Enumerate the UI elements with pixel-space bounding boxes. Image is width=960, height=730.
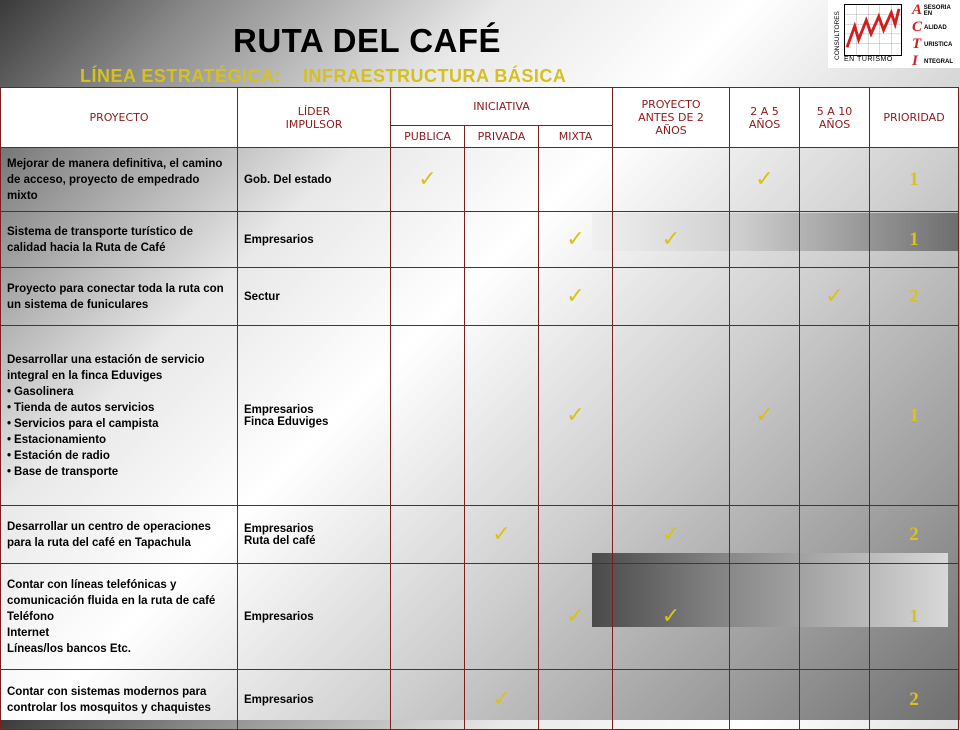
projects-table bbox=[0, 87, 959, 730]
empty-cell bbox=[730, 268, 800, 326]
empty-cell bbox=[613, 670, 730, 730]
header-proyecto: PROYECTO bbox=[1, 88, 238, 148]
cell-proyecto: Desarrollar un centro de operaciones para la ruta del café en Tapachula bbox=[1, 506, 238, 564]
logo-row bbox=[912, 53, 960, 70]
logo-graph bbox=[844, 4, 902, 56]
cell-prioridad: 2 bbox=[870, 506, 959, 564]
empty-cell bbox=[465, 148, 539, 212]
header-privada: PRIVADA bbox=[465, 126, 539, 148]
check-icon: ✓ bbox=[539, 268, 613, 326]
project-text: Desarrollar una estación de servicio integral en la finca Eduviges bbox=[7, 353, 205, 382]
logo-big-letter: I bbox=[912, 53, 918, 69]
cell-lider: Gob. Del estado bbox=[238, 148, 391, 212]
cell-lider bbox=[238, 506, 391, 564]
table-row bbox=[1, 212, 959, 268]
cell-prioridad: 2 bbox=[870, 670, 959, 730]
project-extra-line: Internet bbox=[7, 626, 50, 639]
cell-prioridad: 1 bbox=[870, 326, 959, 506]
lider-line: Ruta del café bbox=[244, 534, 316, 547]
empty-cell bbox=[391, 268, 465, 326]
empty-cell bbox=[391, 564, 465, 670]
subtitle-value: INFRAESTRUCTURA BÁSICA bbox=[303, 66, 567, 86]
empty-cell bbox=[730, 670, 800, 730]
logo-row bbox=[912, 2, 960, 19]
check-icon: ✓ bbox=[730, 148, 800, 212]
header-prioridad: PRIORIDAD bbox=[870, 88, 959, 148]
cell-prioridad: 1 bbox=[870, 148, 959, 212]
logo-small-text: URISTICA bbox=[924, 41, 953, 48]
list-item: • Base de transporte bbox=[7, 464, 231, 480]
lider-line: Empresarios bbox=[244, 522, 314, 535]
empty-cell bbox=[800, 506, 870, 564]
empty-cell bbox=[465, 212, 539, 268]
logo-small-text: NTEGRAL bbox=[924, 58, 953, 65]
logo-bottom-text: EN TURISMO bbox=[844, 56, 893, 63]
logo-big-letter: A bbox=[912, 2, 923, 18]
empty-cell bbox=[391, 670, 465, 730]
cell-lider: Empresarios bbox=[238, 564, 391, 670]
logo-vertical-text bbox=[830, 6, 842, 62]
empty-cell bbox=[539, 670, 613, 730]
header-lider: LÍDER IMPULSOR bbox=[238, 88, 391, 148]
lider-line: Empresarios bbox=[244, 403, 314, 416]
list-item: • Servicios para el campista bbox=[7, 416, 231, 432]
table-row bbox=[1, 564, 959, 670]
empty-cell bbox=[730, 506, 800, 564]
empty-cell bbox=[800, 326, 870, 506]
page-title: RUTA DEL CAFÉ bbox=[233, 22, 502, 59]
project-extra-line: Teléfono bbox=[7, 610, 55, 623]
header-5-a-10-anos: 5 A 10 AÑOS bbox=[800, 88, 870, 148]
logo-row bbox=[912, 19, 960, 36]
cell-proyecto: Sistema de transporte turístico de calidad hacia la Ruta de Café bbox=[1, 212, 238, 268]
list-item: • Estación de radio bbox=[7, 448, 231, 464]
empty-cell bbox=[800, 564, 870, 670]
header-mixta: MIXTA bbox=[539, 126, 613, 148]
check-icon: ✓ bbox=[730, 326, 800, 506]
empty-cell bbox=[465, 326, 539, 506]
logo-row bbox=[912, 36, 960, 53]
project-extra-line: Líneas/los bancos Etc. bbox=[7, 642, 131, 655]
check-icon: ✓ bbox=[539, 564, 613, 670]
cell-proyecto: Contar con sistemas modernos para controlar los mosquitos y chaquistes bbox=[1, 670, 238, 730]
list-item: • Estacionamiento bbox=[7, 432, 231, 448]
check-icon: ✓ bbox=[613, 212, 730, 268]
cell-lider: Sectur bbox=[238, 268, 391, 326]
header-2-a-5-anos: 2 A 5 AÑOS bbox=[730, 88, 800, 148]
empty-cell bbox=[391, 506, 465, 564]
check-icon: ✓ bbox=[465, 670, 539, 730]
empty-cell bbox=[800, 148, 870, 212]
cell-proyecto: Mejorar de manera definitiva, el camino de acceso, proyecto de empedrado mixto bbox=[1, 148, 238, 212]
cell-prioridad: 1 bbox=[870, 212, 959, 268]
strategic-line-subtitle bbox=[80, 66, 566, 87]
cell-proyecto bbox=[1, 326, 238, 506]
company-logo bbox=[828, 0, 960, 68]
cell-proyecto: Proyecto para conectar toda la ruta con un sistema de funiculares bbox=[1, 268, 238, 326]
logo-letters bbox=[912, 2, 960, 70]
empty-cell bbox=[391, 326, 465, 506]
empty-cell bbox=[613, 326, 730, 506]
svg-text:CONSULTORES: CONSULTORES bbox=[834, 11, 841, 60]
bullet-list bbox=[7, 384, 231, 480]
logo-small-text: SESORIA EN bbox=[923, 4, 951, 17]
check-icon: ✓ bbox=[391, 148, 465, 212]
empty-cell bbox=[391, 212, 465, 268]
header-iniciativa: INICIATIVA bbox=[391, 88, 613, 126]
empty-cell bbox=[800, 670, 870, 730]
header-antes-2-anos: PROYECTO ANTES DE 2 AÑOS bbox=[613, 88, 730, 148]
check-icon: ✓ bbox=[613, 564, 730, 670]
check-icon: ✓ bbox=[800, 268, 870, 326]
cell-lider: Empresarios bbox=[238, 212, 391, 268]
table-row bbox=[1, 506, 959, 564]
header-publica: PUBLICA bbox=[391, 126, 465, 148]
cell-prioridad: 1 bbox=[870, 564, 959, 670]
lider-line: Finca Eduviges bbox=[244, 415, 329, 428]
empty-cell bbox=[465, 564, 539, 670]
empty-cell bbox=[613, 148, 730, 212]
cell-lider: Empresarios bbox=[238, 670, 391, 730]
check-icon: ✓ bbox=[539, 326, 613, 506]
table-row bbox=[1, 326, 959, 506]
subtitle-label: LÍNEA ESTRATÉGICA: bbox=[80, 66, 281, 86]
cell-proyecto bbox=[1, 564, 238, 670]
empty-cell bbox=[730, 564, 800, 670]
cell-lider bbox=[238, 326, 391, 506]
project-text: Contar con líneas telefónicas y comunicación fluida en la ruta de café bbox=[7, 578, 216, 607]
table-row bbox=[1, 268, 959, 326]
logo-big-letter: T bbox=[912, 36, 922, 52]
empty-cell bbox=[613, 268, 730, 326]
logo-graph-icon bbox=[845, 5, 901, 55]
empty-cell bbox=[539, 506, 613, 564]
cell-prioridad: 2 bbox=[870, 268, 959, 326]
empty-cell bbox=[539, 148, 613, 212]
empty-cell bbox=[800, 212, 870, 268]
check-icon: ✓ bbox=[465, 506, 539, 564]
list-item: • Tienda de autos servicios bbox=[7, 400, 231, 416]
empty-cell bbox=[465, 268, 539, 326]
empty-cell bbox=[730, 212, 800, 268]
check-icon: ✓ bbox=[539, 212, 613, 268]
table-row bbox=[1, 670, 959, 730]
check-icon: ✓ bbox=[613, 506, 730, 564]
logo-big-letter: C bbox=[912, 19, 923, 35]
table-row bbox=[1, 148, 959, 212]
logo-small-text: ALIDAD bbox=[924, 24, 947, 31]
list-item: • Gasolinera bbox=[7, 384, 231, 400]
